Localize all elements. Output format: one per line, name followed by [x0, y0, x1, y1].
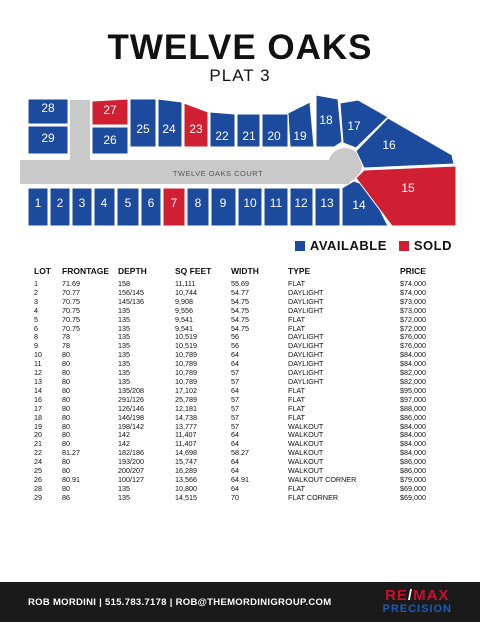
table-cell: 16,289: [175, 466, 197, 476]
lot-1: [28, 188, 48, 226]
table-cell: 14,515: [175, 492, 197, 502]
lot-29: [28, 126, 68, 154]
lot-number-label: 18: [319, 113, 333, 127]
table-cell: 64.91: [231, 474, 249, 484]
lot-table-header: [34, 266, 444, 280]
table-cell: $84,000: [400, 439, 426, 449]
table-cell: DAYLIGHT: [288, 350, 324, 360]
table-cell: 56: [231, 332, 239, 342]
lot-number-label: 25: [136, 122, 150, 136]
table-cell: 80: [62, 412, 70, 422]
table-cell: 54.75: [231, 323, 249, 333]
table-cell: 57: [231, 421, 239, 431]
header-depth: DEPTH: [118, 265, 147, 276]
table-cell: $74,000: [400, 287, 426, 297]
table-cell: $82,000: [400, 376, 426, 386]
table-cell: 64: [231, 430, 239, 440]
lot-21: [237, 114, 260, 147]
table-cell: $97,000: [400, 394, 426, 404]
table-cell: 54.75: [231, 305, 249, 315]
table-cell: $82,000: [400, 368, 426, 378]
table-cell: 10: [34, 350, 42, 360]
table-cell: 135: [118, 376, 130, 386]
lot-number-label: 19: [293, 129, 307, 143]
table-cell: 80: [62, 457, 70, 467]
table-cell: FLAT: [288, 279, 306, 288]
table-cell: 11,111: [175, 279, 196, 288]
table-cell: WALKOUT: [288, 466, 324, 476]
table-cell: $73,000: [400, 305, 426, 315]
table-cell: $95,000: [400, 385, 426, 395]
table-cell: 21: [34, 439, 42, 449]
contact-info: ROB MORDINI | 515.783.7178 | ROB@THEMORDINIGROUP.COM: [28, 597, 332, 608]
lot-number-label: 16: [382, 138, 396, 152]
table-row: [34, 414, 444, 423]
table-row: [34, 369, 444, 378]
table-cell: FLAT CORNER: [288, 492, 339, 502]
table-cell: 80: [62, 350, 70, 360]
table-cell: 13,777: [175, 421, 197, 431]
table-cell: 81.27: [62, 448, 80, 458]
lot-number-label: 21: [242, 129, 256, 143]
table-row: [34, 342, 444, 351]
lot-2: [50, 188, 70, 226]
table-cell: 17,102: [175, 385, 197, 395]
table-cell: 64: [231, 350, 239, 360]
table-cell: $86,000: [400, 457, 426, 467]
table-cell: 80: [62, 483, 70, 493]
lot-number-label: 8: [194, 196, 202, 210]
lot-number-label: 24: [162, 122, 176, 136]
table-cell: 9,908: [175, 296, 193, 306]
lot-8: [187, 188, 209, 226]
table-cell: 11,407: [175, 430, 197, 440]
table-cell: 54.75: [231, 296, 249, 306]
table-cell: 70.75: [62, 323, 80, 333]
table-cell: WALKOUT: [288, 430, 324, 440]
table-cell: 14,698: [175, 448, 197, 458]
remax-logo: [382, 588, 452, 615]
table-cell: 9,556: [175, 305, 193, 315]
table-row: [34, 387, 444, 396]
table-cell: 57: [231, 368, 239, 378]
logo-wordmark: [382, 588, 452, 603]
table-row: [34, 325, 444, 334]
street-label: TWELVE OAKS COURT: [172, 169, 264, 178]
lot-28: [28, 99, 68, 124]
table-cell: 58.27: [231, 448, 249, 458]
header-price: PRICE: [400, 265, 426, 276]
table-cell: 56: [231, 341, 239, 351]
legend-available-swatch: [295, 241, 305, 251]
lot-27: [92, 99, 128, 125]
table-row: [34, 449, 444, 458]
lot-number-label: 20: [267, 129, 281, 143]
table-cell: 135: [118, 341, 130, 351]
table-cell: 54.75: [231, 314, 249, 324]
table-cell: 80.91: [62, 474, 80, 484]
table-row: [34, 351, 444, 360]
table-cell: DAYLIGHT: [288, 359, 324, 369]
legend: [283, 238, 452, 253]
lot-number-label: 4: [100, 196, 108, 210]
table-cell: 13: [34, 376, 42, 386]
lot-table-body: [34, 280, 444, 503]
plat-map: [0, 0, 480, 240]
table-cell: 20: [34, 430, 42, 440]
table-cell: 26: [34, 474, 42, 484]
table-cell: 158: [118, 279, 130, 288]
table-cell: DAYLIGHT: [288, 376, 324, 386]
table-cell: FLAT: [288, 483, 306, 493]
lot-number-label: 12: [294, 196, 308, 210]
table-cell: 135: [118, 483, 130, 493]
table-cell: 16: [34, 394, 42, 404]
logo-re: RE: [385, 587, 408, 604]
table-cell: 25,789: [175, 394, 197, 404]
table-cell: 19: [34, 421, 42, 431]
table-cell: 12: [34, 368, 42, 378]
table-cell: 135: [118, 332, 130, 342]
lot-18: [316, 95, 342, 147]
table-cell: $72,000: [400, 323, 426, 333]
lot-number-label: 22: [215, 129, 229, 143]
table-cell: 10,789: [175, 368, 197, 378]
lot-6: [141, 188, 161, 226]
lot-24: [158, 99, 182, 147]
table-cell: 80: [62, 439, 70, 449]
table-row: [34, 494, 444, 503]
lot-number-label: 27: [103, 103, 117, 117]
legend-available-label: AVAILABLE: [309, 238, 387, 253]
table-cell: 9: [34, 341, 38, 351]
table-cell: 135: [118, 350, 130, 360]
lot-13: [315, 188, 340, 226]
table-cell: $84,000: [400, 421, 426, 431]
table-row: [34, 485, 444, 494]
page-subtitle: PLAT 3: [209, 66, 271, 85]
table-cell: DAYLIGHT: [288, 332, 324, 342]
table-cell: 57: [231, 376, 239, 386]
table-cell: $74,000: [400, 279, 426, 288]
table-cell: 64: [231, 466, 239, 476]
table-cell: $76,000: [400, 332, 426, 342]
table-cell: 193/200: [118, 457, 144, 467]
lot-4: [94, 188, 115, 226]
table-cell: 2: [34, 287, 38, 297]
table-cell: 9,541: [175, 314, 193, 324]
table-row: [34, 431, 444, 440]
lot-number-label: 26: [103, 133, 117, 147]
lot-number-label: 14: [352, 198, 366, 212]
table-row: [34, 423, 444, 432]
table-cell: 11: [34, 359, 42, 369]
table-cell: 135/208: [118, 385, 144, 395]
table-cell: $69,000: [400, 492, 426, 502]
table-cell: FLAT: [288, 403, 306, 413]
lot-7: [163, 188, 185, 226]
lot-26: [92, 127, 128, 154]
logo-max: MAX: [413, 587, 450, 604]
lot-table: [34, 266, 444, 503]
table-cell: DAYLIGHT: [288, 305, 324, 315]
table-cell: 80: [62, 421, 70, 431]
table-cell: 135: [118, 368, 130, 378]
lot-11: [264, 188, 288, 226]
table-cell: 86: [62, 492, 70, 502]
table-cell: 6: [34, 323, 38, 333]
table-cell: 13,566: [175, 474, 197, 484]
lot-25: [130, 99, 156, 147]
table-cell: 10,789: [175, 350, 197, 360]
table-cell: 64: [231, 483, 239, 493]
legend-sold: [399, 238, 452, 253]
table-cell: 8: [34, 332, 38, 342]
table-cell: 70: [231, 492, 239, 502]
lot-10: [238, 188, 262, 226]
table-cell: DAYLIGHT: [288, 341, 324, 351]
table-cell: 80: [62, 385, 70, 395]
header-sq-feet: SQ FEET: [175, 265, 212, 276]
table-cell: 54.77: [231, 287, 249, 297]
table-row: [34, 405, 444, 414]
legend-sold-label: SOLD: [413, 238, 452, 253]
table-cell: 145/136: [118, 296, 144, 306]
lot-number-label: 11: [269, 196, 283, 210]
lot-9: [211, 188, 236, 226]
table-cell: 146/198: [118, 412, 144, 422]
table-cell: 29: [34, 492, 42, 502]
table-cell: 70.75: [62, 296, 80, 306]
page-title: TWELVE OAKS: [107, 28, 373, 67]
table-cell: 1: [34, 279, 38, 288]
table-cell: 70.75: [62, 314, 80, 324]
table-cell: DAYLIGHT: [288, 296, 324, 306]
table-cell: WALKOUT CORNER: [288, 474, 357, 484]
table-cell: 135: [118, 323, 130, 333]
table-cell: 10,519: [175, 332, 197, 342]
legend-sold-swatch: [399, 241, 409, 251]
lot-number-label: 6: [147, 196, 155, 210]
table-cell: 142: [118, 430, 130, 440]
table-cell: 135: [118, 359, 130, 369]
table-cell: 80: [62, 466, 70, 476]
header-lot: LOT: [34, 265, 51, 276]
table-cell: 55.69: [231, 279, 249, 288]
header-type: TYPE: [288, 265, 311, 276]
table-cell: 10,519: [175, 341, 197, 351]
table-cell: WALKOUT: [288, 448, 324, 458]
header-width: WIDTH: [231, 265, 259, 276]
table-cell: $88,000: [400, 403, 426, 413]
table-cell: 135: [118, 305, 130, 315]
lot-number-label: 17: [347, 119, 361, 133]
table-cell: FLAT: [288, 314, 306, 324]
table-cell: FLAT: [288, 394, 306, 404]
table-cell: 64: [231, 385, 239, 395]
footer-bar: [0, 582, 480, 622]
table-cell: 182/186: [118, 448, 144, 458]
table-cell: 57: [231, 394, 239, 404]
table-cell: 25: [34, 466, 42, 476]
lot-number-label: 15: [401, 181, 415, 195]
table-cell: 57: [231, 403, 239, 413]
table-cell: 10,789: [175, 376, 197, 386]
table-cell: $86,000: [400, 466, 426, 476]
table-cell: 200/207: [118, 466, 144, 476]
table-cell: $73,000: [400, 296, 426, 306]
table-cell: 14,738: [175, 412, 197, 422]
logo-precision: PRECISION: [382, 603, 452, 615]
table-cell: 17: [34, 403, 42, 413]
table-cell: 12,181: [175, 403, 197, 413]
table-cell: 78: [62, 332, 70, 342]
table-cell: 70.75: [62, 305, 80, 315]
table-cell: $72,000: [400, 314, 426, 324]
table-cell: 142: [118, 439, 130, 449]
lot-number-label: 23: [189, 122, 203, 136]
lot-number-label: 13: [320, 196, 334, 210]
table-cell: FLAT: [288, 323, 306, 333]
table-row: [34, 476, 444, 485]
table-row: [34, 458, 444, 467]
table-cell: DAYLIGHT: [288, 287, 324, 297]
lot-number-label: 9: [219, 196, 227, 210]
lot-number-label: 5: [124, 196, 132, 210]
table-cell: 64: [231, 359, 239, 369]
lot-number-label: 3: [78, 196, 86, 210]
lot-19: [288, 102, 314, 147]
table-cell: 15,747: [175, 457, 197, 467]
table-cell: 28: [34, 483, 42, 493]
table-cell: WALKOUT: [288, 439, 324, 449]
table-cell: 126/146: [118, 403, 144, 413]
table-cell: $84,000: [400, 430, 426, 440]
table-cell: 80: [62, 359, 70, 369]
table-cell: 10,789: [175, 359, 197, 369]
table-cell: 18: [34, 412, 42, 422]
lot-number-label: 7: [170, 196, 178, 210]
table-row: [34, 378, 444, 387]
table-cell: 4: [34, 305, 38, 315]
table-cell: 57: [231, 412, 239, 422]
table-row: [34, 396, 444, 405]
table-cell: $84,000: [400, 359, 426, 369]
table-cell: $79,000: [400, 474, 426, 484]
table-cell: 64: [231, 439, 239, 449]
table-cell: FLAT: [288, 385, 306, 395]
table-cell: 80: [62, 430, 70, 440]
table-cell: 80: [62, 368, 70, 378]
table-cell: 10,800: [175, 483, 197, 493]
table-cell: 10,744: [175, 287, 197, 297]
lot-20: [262, 114, 288, 147]
table-cell: 14: [34, 385, 42, 395]
lot-5: [117, 188, 139, 226]
table-cell: $69,000: [400, 483, 426, 493]
table-cell: $84,000: [400, 448, 426, 458]
table-cell: $84,000: [400, 350, 426, 360]
lot-23: [184, 103, 208, 147]
table-cell: 198/142: [118, 421, 144, 431]
lot-12: [290, 188, 313, 226]
table-cell: FLAT: [288, 412, 306, 422]
table-cell: 156/145: [118, 287, 144, 297]
table-cell: 11,407: [175, 439, 197, 449]
logo-slash: /: [407, 587, 414, 604]
table-cell: WALKOUT: [288, 421, 324, 431]
table-cell: 71.69: [62, 279, 80, 288]
lot-number-label: 2: [56, 196, 64, 210]
table-cell: 291/126: [118, 394, 144, 404]
table-cell: 80: [62, 403, 70, 413]
lot-number-label: 10: [243, 196, 257, 210]
table-row: [34, 360, 444, 369]
lot-number-label: 28: [41, 101, 55, 115]
lot-3: [72, 188, 92, 226]
table-cell: 24: [34, 457, 42, 467]
table-cell: 78: [62, 341, 70, 351]
table-cell: 80: [62, 376, 70, 386]
table-cell: 135: [118, 314, 130, 324]
lot-22: [210, 112, 235, 147]
table-cell: 9,541: [175, 323, 193, 333]
table-cell: 64: [231, 457, 239, 467]
table-cell: $76,000: [400, 341, 426, 351]
table-cell: 22: [34, 448, 42, 458]
lot-number-label: 1: [34, 196, 42, 210]
table-cell: 5: [34, 314, 38, 324]
table-cell: 100/127: [118, 474, 144, 484]
legend-available: [295, 238, 387, 253]
table-cell: 70.77: [62, 287, 80, 297]
table-cell: $86,000: [400, 412, 426, 422]
table-cell: 135: [118, 492, 130, 502]
table-cell: DAYLIGHT: [288, 368, 324, 378]
table-cell: 80: [62, 394, 70, 404]
lot-number-label: 29: [41, 131, 55, 145]
table-row: [34, 333, 444, 342]
table-cell: WALKOUT: [288, 457, 324, 467]
header-frontage: FRONTAGE: [62, 265, 110, 276]
table-cell: 3: [34, 296, 38, 306]
